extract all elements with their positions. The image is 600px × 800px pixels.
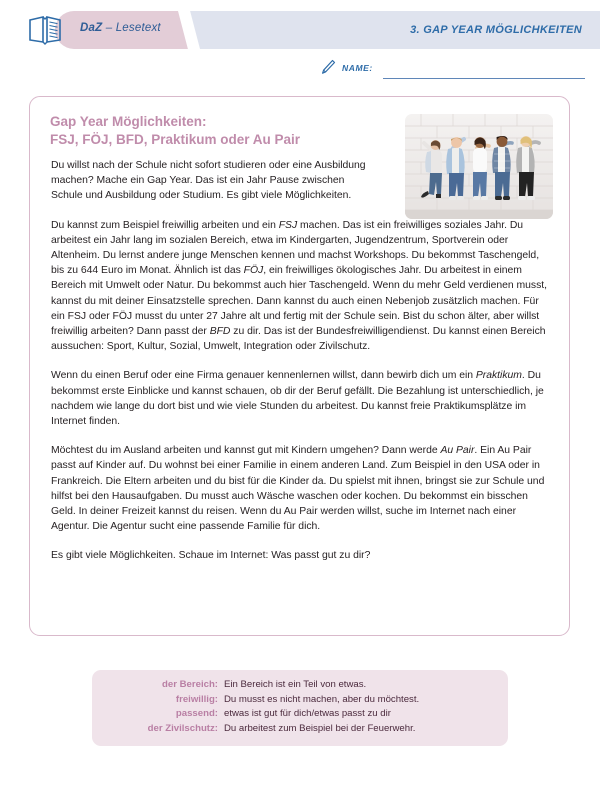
reading-title-line1: Gap Year Möglichkeiten: <box>50 114 207 129</box>
emphasised-term: Praktikum <box>475 370 522 382</box>
emphasised-term: FSJ <box>278 219 298 231</box>
reading-text-box <box>29 96 570 636</box>
text-run: Möchtest du im Ausland arbeiten und kannst gut mit Kindern umgehen? Dann werde <box>51 445 441 457</box>
vocabulary-entry <box>92 694 494 709</box>
vocabulary-definition: Ein Bereich ist ein Teil von etwas. <box>224 679 367 690</box>
vocabulary-entry <box>92 708 494 723</box>
text-run: Du willst nach der Schule nicht sofort studieren oder eine Ausbildung machen? Mache ein Gap Year. Das ist ein Jahr Pause zwischen Schule und Ausbildung oder Studium. Es gibt viele Möglichkeiten. <box>51 160 366 202</box>
text-run: zu dir. Das ist der Bundesfreiwilligendienst. Du kannst einen Bereich aussuchen: Sport, Kultur, Sozial, Umwelt, Integration oder Zivilschutz. <box>51 326 546 353</box>
reading-paragraph <box>51 443 553 534</box>
text-run: . Ein Au Pair passt auf Kinder auf. Du wohnst bei einer Familie in einem anderen Land. Zum Beispiel in den USA oder in Frankreich. Die Eltern arbeiten und du bist für die Kinder da. Du spielst mit ihnen, bringst sie zur Schule und hilfst bei den Hausaufgaben. Du musst auch Wäsche waschen oder kochen. Du bekommst ein bisschen Geld. In deiner Freizeit kannst du reisen. Wenn du Au Pair werden willst, suche im Internet nach einer Agentur. Die Agentur sucht eine passende Familie für dich. <box>51 445 545 533</box>
reading-paragraph <box>51 548 553 563</box>
reading-body <box>51 158 553 564</box>
name-field-row <box>320 58 585 82</box>
vocabulary-definition: Du arbeitest zum Beispiel bei der Feuerwehr. <box>224 722 416 734</box>
reading-paragraph <box>51 158 371 204</box>
text-run: , ein freiwilliges ökologisches Jahr. Du arbeitest in einem Bereich mit Umwelt oder Natur. Du bekommst auch hier Taschengeld. Wenn du mehr Geld verdienen musst, kannst du mit deiner Einsatzstelle sprechen. Dann kannst du auch einen Nebenjob zusätzlich machen. Für ein FSJ oder FÖJ musst du unter 27 Jahre alt und fertig mit der Schule sein. Bist du schon älter, aber willst freiwillig arbeiten? Dann passt der <box>51 265 548 338</box>
vocabulary-term: der Bereich: <box>162 679 218 690</box>
emphasised-term: Au Pair <box>440 445 475 457</box>
reading-paragraph <box>51 218 553 355</box>
emphasised-term: BFD <box>209 326 231 338</box>
name-label: NAME: <box>342 63 373 73</box>
reading-title-line2: FSJ, FÖJ, BFD, Praktikum oder Au Pair <box>50 132 301 147</box>
text-run: . Du bekommst erste Einblicke und kannst schauen, ob dir der Beruf gefällt. Die Bezahlung ist unterschiedlich, je nachdem wie lange du dort bist und wie viele Stunden du arbeitest. Du kannst freie Praktikumsplätze im Internet finden. <box>51 370 544 428</box>
name-input-line[interactable] <box>383 78 585 79</box>
subject-label-bold: DaZ <box>80 22 103 34</box>
open-book-icon <box>27 14 63 46</box>
worksheet-title: 3. GAP YEAR MÖGLICHKEITEN <box>410 24 582 36</box>
text-run: Wenn du einen Beruf oder eine Firma genauer kennenlernen willst, dann bewirb dich um ein <box>51 370 476 382</box>
reading-title <box>50 113 300 149</box>
text-run: Es gibt viele Möglichkeiten. Schaue im Internet: Was passt gut zu dir? <box>51 550 371 562</box>
subject-label <box>80 22 161 34</box>
vocabulary-entry <box>92 723 494 738</box>
subject-label-rest: – Lesetext <box>102 22 161 34</box>
vocabulary-term: passend: <box>175 708 218 720</box>
page-header <box>0 0 600 52</box>
emphasised-term: FÖJ <box>243 265 264 277</box>
vocabulary-box <box>92 670 508 746</box>
vocabulary-term: der Zivilschutz: <box>147 722 218 734</box>
reading-paragraph <box>51 368 553 429</box>
vocabulary-term: freiwillig: <box>175 693 218 705</box>
vocabulary-definition: Du musst es nicht machen, aber du möchtest. <box>224 693 420 705</box>
vocabulary-entry <box>92 679 494 694</box>
pencil-icon <box>320 59 336 75</box>
vocabulary-definition: etwas ist gut für dich/etwas passt zu dir <box>224 708 391 720</box>
text-run: machen. Das ist ein freiwilliges soziales Jahr. Du arbeitest ein Jahr lang im sozialen Bereich, etwa im Kindergarten, Jugendzentrum, Sportverein oder Altenheim. Du lernst andere junge Menschen kennen und machst Workshops. Du bekommst Taschengeld, bis zu 644 Euro im Monat. Ähnlich ist das <box>51 219 540 277</box>
text-run: Du kannst zum Beispiel freiwillig arbeiten und ein <box>51 219 279 231</box>
